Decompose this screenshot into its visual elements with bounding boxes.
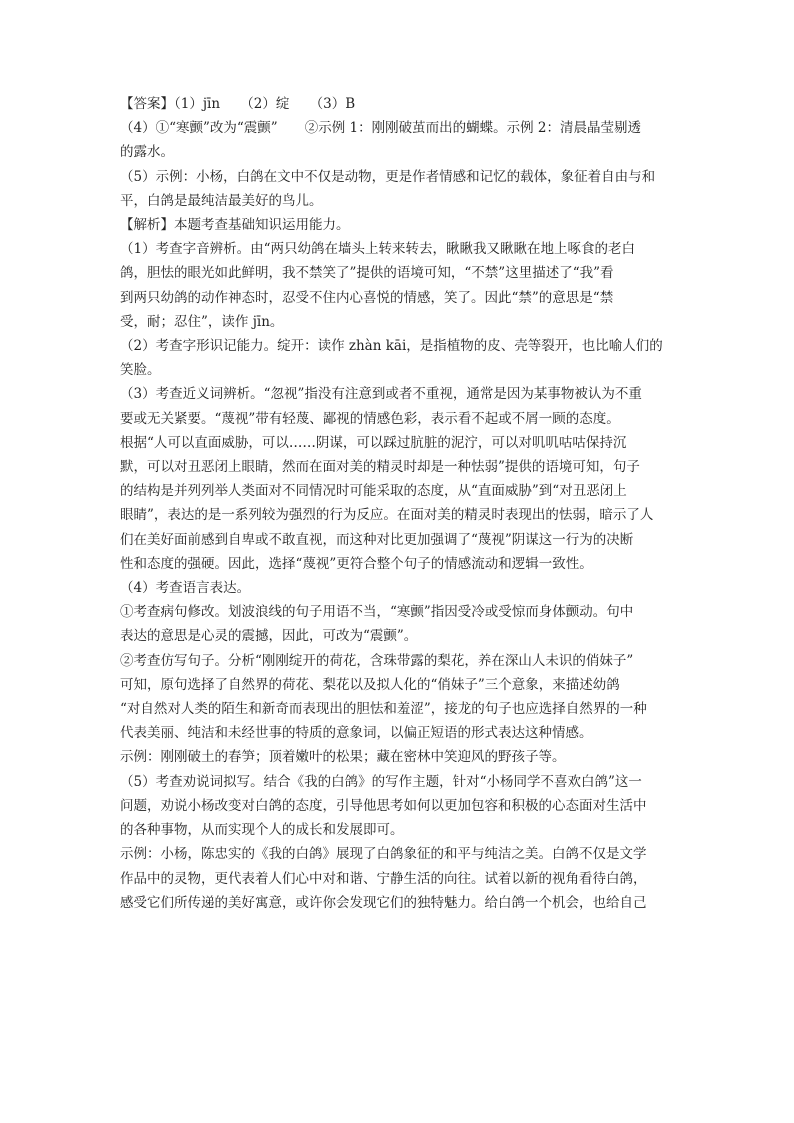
text-line-31: 的各种事物，从而实现个人的成长和发展即可。 [120, 822, 404, 839]
text-line-24: ②考查仿写句子。分析“刚刚绽开的荷花，含珠带露的梨花，养在深山人未识的俏妹子” [120, 652, 634, 669]
text-line-28: 示例：刚刚破土的春笋；顶着嫩叶的松果；藏在密林中笑迎风的野孩子等。 [120, 749, 566, 766]
text-line-16: 默，可以对丑恶闭上眼睛，然而在面对美的精灵时却是一种怯弱”提供的语境可知，句子 [120, 459, 640, 476]
text-line-2: （4）①“寒颤”改为“震颤” ②示例 1：刚刚破茧而出的蝴蝶。示例 2：清晨晶莹剔透 [120, 120, 641, 137]
text-line-19: 们在美好面前感到自卑或不敢直视，而这种对比更加强调了“蔑视”阴谋这一行为的决断 [120, 531, 634, 548]
text-line-7: （1）考查字音辨析。由“两只幼鸽在墙头上转来转去，瞅瞅我又瞅瞅在地上啄食的老白 [120, 241, 635, 258]
text-line-11: （2）考查字形识记能力。绽开：读作 zhàn kāi，是指植物的皮、壳等裂开，也比喻人们的 [120, 338, 663, 355]
text-line-29: （5）考查劝说词拟写。结合《我的白鸽》的写作主题，针对“小杨同学不喜欢白鸽”这一 [120, 773, 642, 790]
text-line-14: 要或无关紧要。“蔑视”带有轻蔑、鄙视的情感色彩，表示看不起或不屑一顾的态度。 [120, 410, 620, 427]
text-line-8: 鸽，胆怯的眼光如此鲜明，我不禁笑了”提供的语境可知，“不禁”这里描述了“我”看 [120, 265, 614, 282]
text-line-17: 的结构是并列列举人类面对不同情况时可能采取的态度，从“直面威胁”到“对丑恶闭上 [120, 483, 627, 500]
text-line-22: ①考查病句修改。划波浪线的句子用语不当，“寒颤”指因受冷或受惊而身体颤动。句中 [120, 604, 634, 621]
text-line-23: 表达的意思是心灵的震撼，因此，可改为“震颤”。 [120, 628, 418, 645]
text-line-13: （3）考查近义词辨析。“忽视”指没有注意到或者不重视，通常是因为某事物被认为不重 [120, 386, 642, 403]
text-line-1: 【答案】（1）jīn （2）绽 （3）B [120, 96, 356, 112]
text-line-5: 平，白鸽是最纯洁最美好的鸟儿。 [120, 192, 323, 209]
text-line-3: 的露水。 [120, 144, 174, 161]
text-line-20: 性和态度的强硬。因此，选择“蔑视”更符合整个句子的情感流动和逻辑一致性。 [120, 555, 593, 572]
text-line-21: （4）考查语言表达。 [120, 580, 251, 597]
text-line-25: 可知，原句选择了自然界的荷花、梨花以及拟人化的“俏妹子”三个意象，来描述幼鸽 [120, 676, 620, 693]
text-line-6: 【解析】本题考查基础知识运用能力。 [120, 217, 350, 234]
text-line-10: 受，耐；忍住”，读作 jīn。 [120, 313, 284, 330]
text-line-4: （5）示例：小杨，白鸽在文中不仅是动物，更是作者情感和记忆的载体，象征着自由与和 [120, 168, 656, 185]
text-line-27: 代表美丽、纯洁和未经世事的特质的意象词，以偏正短语的形式表达这种情感。 [120, 725, 593, 742]
text-line-32: 示例：小杨，陈忠实的《我的白鸽》展现了白鸽象征的和平与纯洁之美。白鸽不仅是文学 [120, 846, 647, 863]
text-line-26: “对自然对人类的陌生和新奇而表现出的胆怯和羞涩”，接龙的句子也应选择自然界的一种 [120, 701, 647, 718]
text-line-30: 问题，劝说小杨改变对白鸽的态度，引导他思考如何以更加包容和积极的心态面对生活中 [120, 797, 647, 814]
text-line-18: 眼睛”，表达的是一系列较为强烈的行为反应。在面对美的精灵时表现出的怯弱，暗示了人 [120, 507, 654, 524]
text-line-9: 到两只幼鸽的动作神态时，忍受不住内心喜悦的情感，笑了。因此“禁”的意思是“禁 [120, 289, 614, 306]
document-body [120, 92, 680, 915]
text-line-33: 作品中的灵物，更代表着人们心中对和谐、宁静生活的向往。试着以新的视角看待白鸽， [120, 870, 647, 887]
text-line-15: 根据“人可以直面威胁，可以……阴谋，可以踩过肮脏的泥泞，可以对叽叽咕咕保持沉 [120, 434, 627, 451]
text-line-34: 感受它们所传递的美好寓意，或许你会发现它们的独特魅力。给白鸽一个机会，也给自己 [120, 894, 647, 911]
text-line-12: 笑脸。 [120, 362, 161, 379]
